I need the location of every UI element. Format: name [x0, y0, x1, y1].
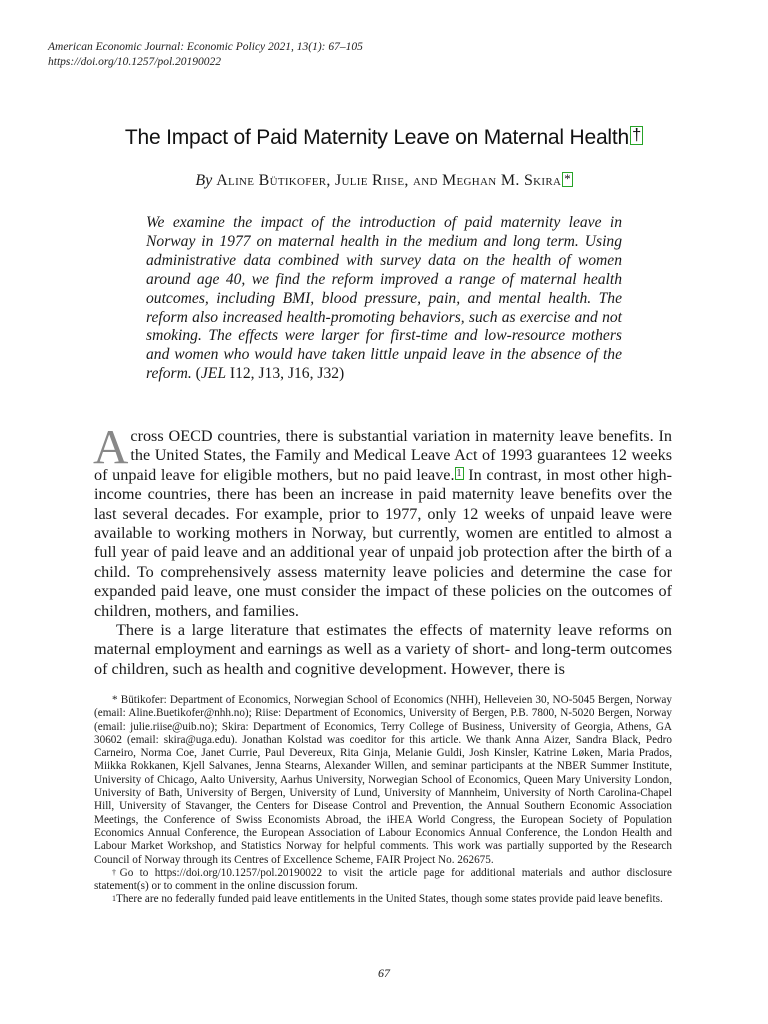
byline [0, 172, 768, 190]
author-names: Aline Bütikofer, Julie Riise, and Meghan M. Skira [216, 172, 562, 189]
footnote-dagger: †Go to https://doi.org/10.1257/pol.20190022 to visit the article page for additional materials and author disclosure statement(s) or to comment in the online discussion forum. [94, 866, 672, 893]
jel-codes: (JEL I12, J13, J16, J32) [195, 365, 345, 383]
abstract-text: We examine the impact of the introduction of paid maternity leave in Norway in 1977 on maternal health in the medium and long term. Using administrative data combined with survey data on the health of women around age 40, we find the reform improved a range of maternal health outcomes, including BMI, blood pressure, pain, and mental health. The reform also increased health-promoting behaviors, such as exercise and not smoking. The effects were larger for first-time and low-resource mothers and women who would have taken little unpaid leave in the absence of the reform. [146, 214, 622, 383]
footnote-1-mark: 1 [112, 894, 116, 904]
jel-label: JEL [200, 365, 226, 383]
body-text [93, 419, 672, 679]
article-title-text: The Impact of Paid Maternity Leave on Maternal Health [124, 126, 630, 149]
footnotes [94, 694, 672, 907]
journal-citation: American Economic Journal: Economic Policy 2021, 13(1): 67–105 [48, 41, 363, 53]
paragraph-2: There is a large literature that estimates the effects of maternity leave reforms on maternal employment and earnings as well as a variety of short- and long-term outcomes of children, such as health and cognitive development. However, there is [94, 621, 672, 678]
footnote-dagger-mark: † [112, 867, 120, 877]
journal-header [48, 40, 363, 70]
drop-cap: A [93, 419, 129, 474]
abstract [146, 214, 622, 384]
title-footnote-link[interactable]: † [632, 125, 642, 144]
footnote-1-link[interactable]: 1 [456, 467, 462, 479]
article-title [0, 126, 768, 150]
footnote-star: * Bütikofer: Department of Economics, Norwegian School of Economics (NHH), Helleveien 30, NO-5045 Bergen, Norway (email: Aline.Buetikofer@nhh.no); Riise: Department of Economics, University of Bergen, P.B. 7800, N-5020 Bergen, Norway (email: julie.riise@uib.no); Skira: Department of Economics, Terry College of Business, University of Georgia, Athens, GA 30602 (email: skira@uga.edu). Jonathan Kolstad was coeditor for this article. We thank Anna Aizer, Sandra Black, Pedro Carneiro, Norma Coe, Janet Currie, Paul Devereux, Rita Ginja, Melanie Guldi, Josh Kinsler, Katrine Løken, Maria Prados, Miikka Rokkanen, Kjell Salvanes, Jenna Stearns, Alexander Willen, and seminar participants at the NBER Summer Institute, University of Chicago, Aalto University, Aarhus University, Norwegian School of Economics, Queen Mary University London, University of Bath, University of Bergen, University of Lund, University of Mannheim, University of North Carolina-Chapel Hill, University of Stavanger, the Centers for Disease Control and Prevention, the Annual Southern Economic Association Meetings, the Conference of Swiss Economists Abroad, the iHEA World Congress, the European Society of Population Economics Annual Conference, the European Association of Labour Economics Annual Conference, the London Health and Labour Market Workshop, and Statistics Norway for helpful comments. This work was partially supported by the Research Council of Norway through its Centres of Excellence Scheme, FAIR Project No. 262675. [94, 694, 672, 866]
author-footnote-link[interactable]: * [564, 172, 571, 186]
page-number: 67 [378, 966, 390, 980]
paragraph-1: Across OECD countries, there is substantial variation in maternity leave benefits. In the United States, the Family and Medical Leave Act of 1993 guarantees 12 weeks of unpaid leave for eligible mothers, but no paid leave. 1 In contrast, in most other high-income countries, there has been an increase in paid maternity leave benefits over the last several decades. For example, prior to 1977, only 12 weeks of unpaid leave were available to working mothers in Norway, but currently, women are entitled to almost a full year of paid leave and an additional year of unpaid job protection after the birth of a child. To comprehensively assess maternity leave policies and determine the case for expanded paid leave, one must consider the impact of these policies on the outcomes of children, mothers, and families. [93, 419, 672, 620]
doi-link[interactable]: https://doi.org/10.1257/pol.20190022 [48, 56, 222, 68]
footnote-1: $^1$There are no federally funded paid leave entitlements in the United States, though some states provide paid leave benefits. [112, 893, 663, 906]
byline-by: By [195, 172, 213, 189]
footnote-star-mark: * [112, 694, 118, 706]
